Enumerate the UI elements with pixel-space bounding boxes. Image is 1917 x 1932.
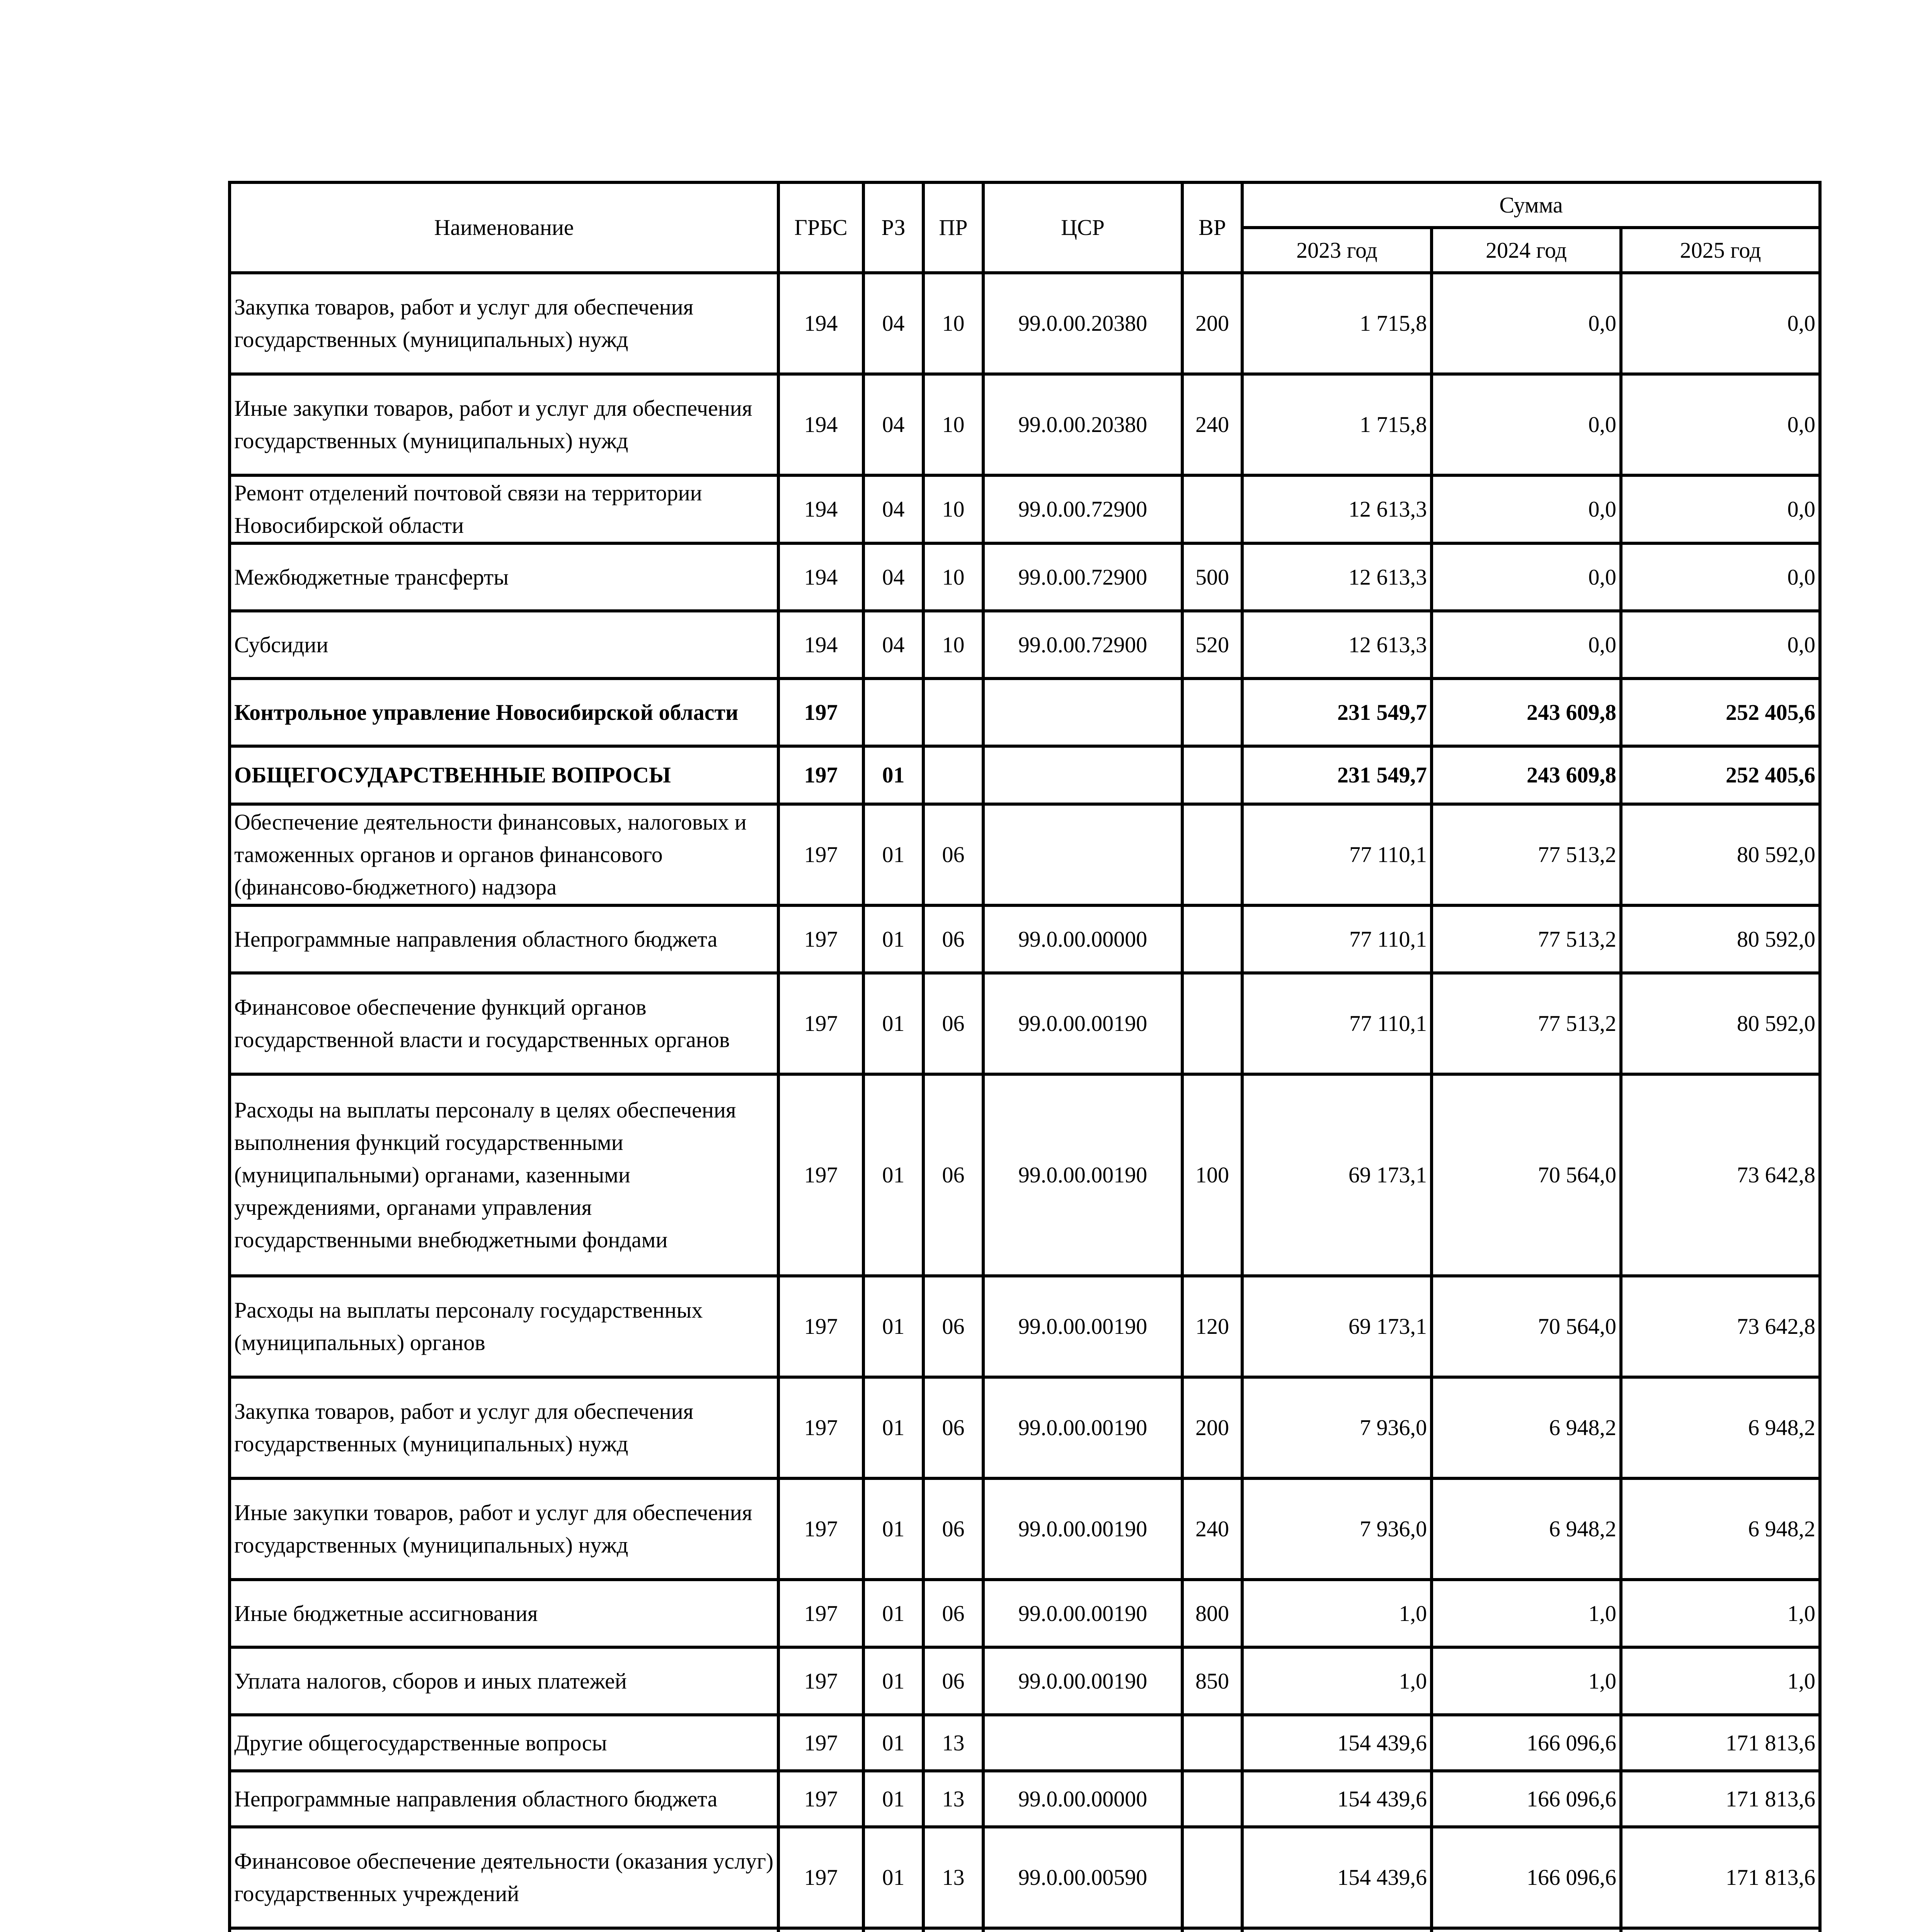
row-grbs: 197 [778, 1478, 863, 1580]
row-sum-2023: 7 936,0 [1242, 1478, 1432, 1580]
row-pr: 06 [923, 1580, 983, 1647]
budget-table [228, 181, 1822, 1932]
table-row [230, 475, 1820, 543]
row-vr [1182, 1928, 1242, 1932]
row-rz: 04 [863, 543, 923, 611]
row-vr: 100 [1182, 1074, 1242, 1276]
row-sum-2024: 166 096,6 [1432, 1771, 1621, 1827]
row-pr: 13 [923, 1827, 983, 1928]
row-grbs: 197 [778, 804, 863, 905]
row-vr [1182, 973, 1242, 1074]
table-row [230, 1074, 1820, 1276]
row-sum-2024: 0,0 [1432, 374, 1621, 475]
row-sum-2023: 12 613,3 [1242, 475, 1432, 543]
row-vr [1182, 475, 1242, 543]
row-sum-2023: 1 715,8 [1242, 374, 1432, 475]
row-vr [1182, 746, 1242, 804]
row-csr: 99.0.00.00190 [983, 1074, 1182, 1276]
row-sum-2025 [1621, 1928, 1820, 1932]
row-grbs: 197 [778, 1827, 863, 1928]
row-sum-2025: 171 813,6 [1621, 1827, 1820, 1928]
row-sum-2023: 1,0 [1242, 1647, 1432, 1715]
header-2023: 2023 год [1242, 228, 1432, 273]
row-sum-2024: 243 609,8 [1432, 746, 1621, 804]
row-vr: 800 [1182, 1580, 1242, 1647]
row-vr [1182, 905, 1242, 973]
table-body [230, 273, 1820, 1932]
row-grbs: 197 [778, 973, 863, 1074]
row-pr: 06 [923, 973, 983, 1074]
row-name: Расходы на выплаты персоналу в целях обеспечения выполнения функций государственными (муниципальными) органами, казенными учреждениями, органами управления государственными внебюджетными фондами [230, 1074, 778, 1276]
row-csr: 99.0.00.00000 [983, 1771, 1182, 1827]
row-csr: 99.0.00.00190 [983, 1377, 1182, 1478]
row-pr [923, 1928, 983, 1932]
row-vr: 240 [1182, 374, 1242, 475]
row-sum-2024: 1,0 [1432, 1580, 1621, 1647]
table-header [230, 182, 1820, 273]
header-2025: 2025 год [1621, 228, 1820, 273]
table-row [230, 973, 1820, 1074]
row-sum-2025: 73 642,8 [1621, 1276, 1820, 1377]
row-vr: 240 [1182, 1478, 1242, 1580]
row-vr [1182, 1715, 1242, 1771]
row-sum-2024 [1432, 1928, 1621, 1932]
row-pr: 10 [923, 475, 983, 543]
table-row [230, 1377, 1820, 1478]
row-sum-2024: 243 609,8 [1432, 679, 1621, 746]
row-name: Закупка товаров, работ и услуг для обеспечения государственных (муниципальных) нужд [230, 273, 778, 374]
row-name: Уплата налогов, сборов и иных платежей [230, 1647, 778, 1715]
row-sum-2024: 6 948,2 [1432, 1377, 1621, 1478]
row-sum-2023: 154 439,6 [1242, 1715, 1432, 1771]
row-csr: 99.0.00.72900 [983, 475, 1182, 543]
row-csr: 99.0.00.00590 [983, 1827, 1182, 1928]
table-row [230, 905, 1820, 973]
row-sum-2025: 0,0 [1621, 475, 1820, 543]
row-grbs: 197 [778, 1771, 863, 1827]
row-grbs: 197 [778, 1715, 863, 1771]
row-name: Ремонт отделений почтовой связи на территории Новосибирской области [230, 475, 778, 543]
table-row [230, 679, 1820, 746]
row-rz: 01 [863, 1715, 923, 1771]
header-2024: 2024 год [1432, 228, 1621, 273]
row-csr: 99.0.00.20380 [983, 374, 1182, 475]
row-grbs: 194 [778, 273, 863, 374]
header-sum: Сумма [1242, 182, 1820, 228]
row-pr: 06 [923, 804, 983, 905]
row-grbs: 194 [778, 475, 863, 543]
header-pr: ПР [923, 182, 983, 273]
row-pr: 06 [923, 1377, 983, 1478]
row-sum-2023: 231 549,7 [1242, 746, 1432, 804]
row-rz: 04 [863, 475, 923, 543]
header-name: Наименование [230, 182, 778, 273]
row-sum-2024: 77 513,2 [1432, 905, 1621, 973]
table-row [230, 1715, 1820, 1771]
row-csr: 99.0.00.00000 [983, 905, 1182, 973]
row-csr [983, 1715, 1182, 1771]
row-sum-2025: 171 813,6 [1621, 1715, 1820, 1771]
table-row [230, 1647, 1820, 1715]
row-sum-2023: 77 110,1 [1242, 905, 1432, 973]
row-sum-2025: 6 948,2 [1621, 1478, 1820, 1580]
header-csr: ЦСР [983, 182, 1182, 273]
row-sum-2025: 0,0 [1621, 543, 1820, 611]
row-pr: 06 [923, 1478, 983, 1580]
table-row [230, 1478, 1820, 1580]
row-csr [983, 679, 1182, 746]
row-name: Непрограммные направления областного бюджета [230, 905, 778, 973]
row-sum-2024: 70 564,0 [1432, 1074, 1621, 1276]
row-sum-2023: 69 173,1 [1242, 1276, 1432, 1377]
row-sum-2025: 73 642,8 [1621, 1074, 1820, 1276]
table-row [230, 804, 1820, 905]
row-grbs: 197 [778, 679, 863, 746]
row-sum-2023: 231 549,7 [1242, 679, 1432, 746]
row-rz: 01 [863, 1478, 923, 1580]
row-grbs: 197 [778, 1074, 863, 1276]
row-name: Непрограммные направления областного бюджета [230, 1771, 778, 1827]
row-pr: 06 [923, 1276, 983, 1377]
row-pr: 13 [923, 1715, 983, 1771]
row-sum-2023: 12 613,3 [1242, 543, 1432, 611]
row-vr: 200 [1182, 273, 1242, 374]
row-rz [863, 1928, 923, 1932]
row-rz: 04 [863, 611, 923, 679]
row-csr: 99.0.00.00190 [983, 1580, 1182, 1647]
row-name: ОБЩЕГОСУДАРСТВЕННЫЕ ВОПРОСЫ [230, 746, 778, 804]
row-name: Иные закупки товаров, работ и услуг для обеспечения государственных (муниципальных) нужд [230, 374, 778, 475]
row-rz [863, 679, 923, 746]
row-csr [983, 804, 1182, 905]
row-sum-2025: 80 592,0 [1621, 973, 1820, 1074]
row-sum-2024: 0,0 [1432, 543, 1621, 611]
row-sum-2023: 77 110,1 [1242, 804, 1432, 905]
row-sum-2024: 0,0 [1432, 273, 1621, 374]
row-vr [1182, 804, 1242, 905]
row-name: Иные бюджетные ассигнования [230, 1580, 778, 1647]
row-vr: 850 [1182, 1647, 1242, 1715]
row-name [230, 1928, 778, 1932]
row-grbs: 194 [778, 543, 863, 611]
row-grbs: 194 [778, 374, 863, 475]
row-rz: 01 [863, 973, 923, 1074]
row-csr: 99.0.00.00190 [983, 1478, 1182, 1580]
row-sum-2023: 1 715,8 [1242, 273, 1432, 374]
table-row [230, 374, 1820, 475]
row-csr: 99.0.00.00190 [983, 1276, 1182, 1377]
row-vr: 120 [1182, 1276, 1242, 1377]
row-pr: 06 [923, 905, 983, 973]
row-grbs: 197 [778, 1647, 863, 1715]
row-csr [983, 1928, 1182, 1932]
row-csr: 99.0.00.72900 [983, 611, 1182, 679]
row-pr: 10 [923, 611, 983, 679]
row-sum-2025: 6 948,2 [1621, 1377, 1820, 1478]
row-rz: 01 [863, 1377, 923, 1478]
row-sum-2024: 70 564,0 [1432, 1276, 1621, 1377]
table-row [230, 1580, 1820, 1647]
row-sum-2023: 1,0 [1242, 1580, 1432, 1647]
row-sum-2024: 166 096,6 [1432, 1827, 1621, 1928]
row-vr [1182, 1827, 1242, 1928]
row-pr: 13 [923, 1771, 983, 1827]
row-name: Межбюджетные трансферты [230, 543, 778, 611]
row-rz: 01 [863, 1074, 923, 1276]
table-row [230, 1771, 1820, 1827]
row-sum-2024: 166 096,6 [1432, 1715, 1621, 1771]
row-grbs [778, 1928, 863, 1932]
row-sum-2025: 1,0 [1621, 1580, 1820, 1647]
row-name: Обеспечение деятельности финансовых, налоговых и таможенных органов и органов финансового (финансово-бюджетного) надзора [230, 804, 778, 905]
row-rz: 01 [863, 804, 923, 905]
header-vr: ВР [1182, 182, 1242, 273]
row-grbs: 197 [778, 1276, 863, 1377]
row-vr: 500 [1182, 543, 1242, 611]
row-vr [1182, 679, 1242, 746]
row-sum-2023: 12 613,3 [1242, 611, 1432, 679]
row-sum-2025: 1,0 [1621, 1647, 1820, 1715]
table-row [230, 1827, 1820, 1928]
row-vr: 200 [1182, 1377, 1242, 1478]
header-grbs: ГРБС [778, 182, 863, 273]
row-name: Иные закупки товаров, работ и услуг для обеспечения государственных (муниципальных) нужд [230, 1478, 778, 1580]
row-rz: 01 [863, 1827, 923, 1928]
row-grbs: 194 [778, 611, 863, 679]
row-name: Другие общегосударственные вопросы [230, 1715, 778, 1771]
row-sum-2025: 80 592,0 [1621, 804, 1820, 905]
row-rz: 01 [863, 1647, 923, 1715]
row-rz: 01 [863, 1771, 923, 1827]
row-sum-2023: 154 439,6 [1242, 1771, 1432, 1827]
row-rz: 01 [863, 1276, 923, 1377]
row-sum-2025: 0,0 [1621, 374, 1820, 475]
row-rz: 01 [863, 1580, 923, 1647]
row-csr: 99.0.00.00190 [983, 973, 1182, 1074]
row-sum-2023: 69 173,1 [1242, 1074, 1432, 1276]
row-csr: 99.0.00.72900 [983, 543, 1182, 611]
row-csr: 99.0.00.20380 [983, 273, 1182, 374]
row-name: Финансовое обеспечение деятельности (оказания услуг) государственных учреждений [230, 1827, 778, 1928]
row-sum-2024: 1,0 [1432, 1647, 1621, 1715]
row-pr: 10 [923, 374, 983, 475]
row-sum-2024: 0,0 [1432, 611, 1621, 679]
row-sum-2023 [1242, 1928, 1432, 1932]
row-sum-2025: 252 405,6 [1621, 679, 1820, 746]
row-pr [923, 746, 983, 804]
row-name: Расходы на выплаты персоналу государственных (муниципальных) органов [230, 1276, 778, 1377]
row-grbs: 197 [778, 1377, 863, 1478]
row-sum-2024: 77 513,2 [1432, 804, 1621, 905]
row-sum-2024: 77 513,2 [1432, 973, 1621, 1074]
row-pr: 06 [923, 1074, 983, 1276]
row-vr: 520 [1182, 611, 1242, 679]
row-name: Субсидии [230, 611, 778, 679]
row-sum-2023: 154 439,6 [1242, 1827, 1432, 1928]
row-pr [923, 679, 983, 746]
row-rz: 01 [863, 905, 923, 973]
table-row [230, 1928, 1820, 1932]
row-grbs: 197 [778, 746, 863, 804]
row-sum-2024: 6 948,2 [1432, 1478, 1621, 1580]
row-grbs: 197 [778, 1580, 863, 1647]
row-rz: 04 [863, 374, 923, 475]
row-sum-2025: 171 813,6 [1621, 1771, 1820, 1827]
table-row [230, 746, 1820, 804]
row-sum-2025: 0,0 [1621, 611, 1820, 679]
row-vr [1182, 1771, 1242, 1827]
row-pr: 06 [923, 1647, 983, 1715]
row-rz: 04 [863, 273, 923, 374]
header-rz: РЗ [863, 182, 923, 273]
row-name: Финансовое обеспечение функций органов государственной власти и государственных органов [230, 973, 778, 1074]
table-row [230, 1276, 1820, 1377]
row-csr: 99.0.00.00190 [983, 1647, 1182, 1715]
row-pr: 10 [923, 273, 983, 374]
row-sum-2025: 0,0 [1621, 273, 1820, 374]
row-sum-2023: 77 110,1 [1242, 973, 1432, 1074]
row-sum-2025: 252 405,6 [1621, 746, 1820, 804]
row-name: Закупка товаров, работ и услуг для обеспечения государственных (муниципальных) нужд [230, 1377, 778, 1478]
row-sum-2023: 7 936,0 [1242, 1377, 1432, 1478]
table-row [230, 273, 1820, 374]
row-csr [983, 746, 1182, 804]
row-sum-2024: 0,0 [1432, 475, 1621, 543]
row-sum-2025: 80 592,0 [1621, 905, 1820, 973]
row-pr: 10 [923, 543, 983, 611]
table-row [230, 611, 1820, 679]
table-row [230, 543, 1820, 611]
row-grbs: 197 [778, 905, 863, 973]
row-name: Контрольное управление Новосибирской области [230, 679, 778, 746]
row-rz: 01 [863, 746, 923, 804]
